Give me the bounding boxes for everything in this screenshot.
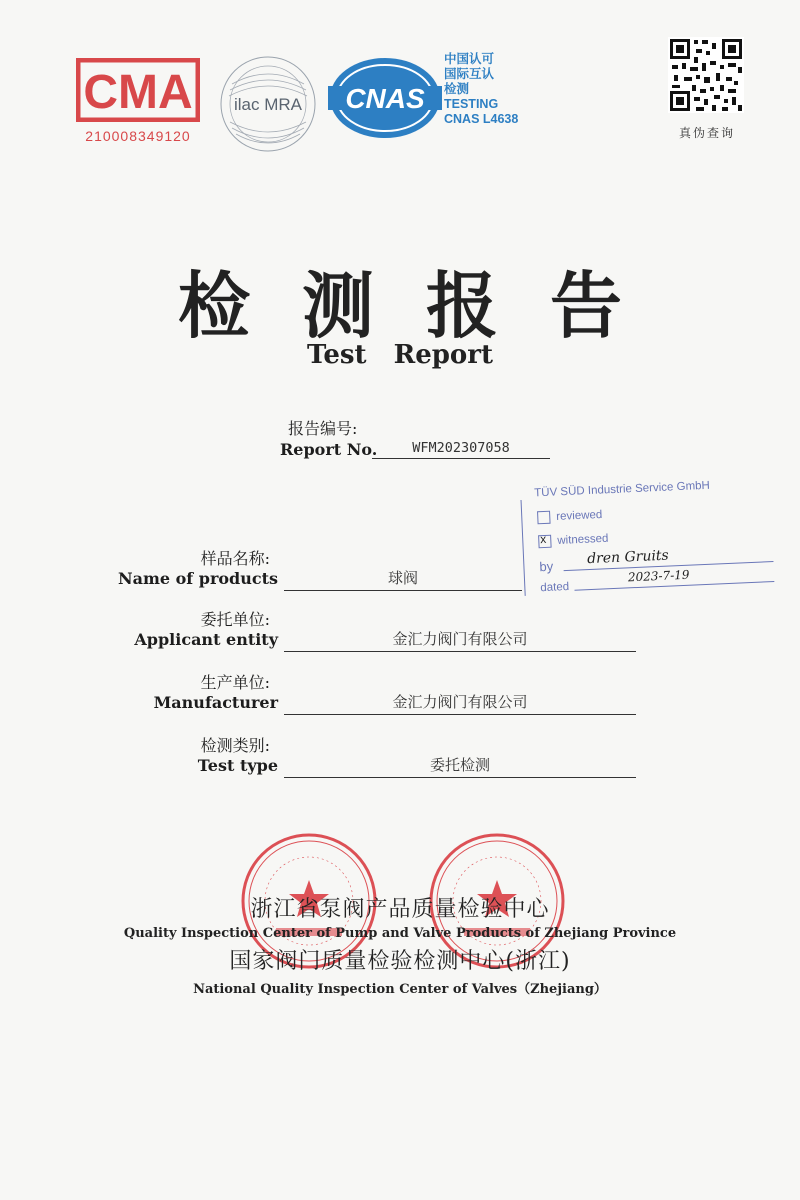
manufacturer-label-cn: 生产单位: bbox=[200, 673, 270, 692]
cnas-line: TESTING bbox=[444, 97, 499, 111]
tuv-witness-stamp bbox=[520, 476, 795, 603]
svg-text:ilac MRA: ilac MRA bbox=[233, 95, 303, 114]
reviewed-checkbox bbox=[537, 511, 551, 525]
qr-code-icon[interactable] bbox=[668, 37, 744, 113]
applicant-label-cn: 委托单位: bbox=[200, 610, 270, 629]
product-name-label-cn: 样品名称: bbox=[200, 549, 270, 568]
cnas-logo bbox=[328, 56, 442, 140]
tuv-dated-label: dated bbox=[540, 580, 570, 595]
issuer-org1-en: Quality Inspection Center of Pump and Valve Products of Zhejiang Province bbox=[123, 926, 677, 941]
report-title-en: Test Report bbox=[307, 340, 493, 370]
ilac-mra-logo bbox=[218, 54, 318, 154]
test-type-label-en: Test type bbox=[197, 756, 278, 775]
manufacturer-value: 金汇力阀门有限公司 bbox=[284, 691, 636, 715]
svg-text:CMA: CMA bbox=[83, 66, 193, 119]
cnas-line: 国际互认 bbox=[444, 67, 495, 81]
qr-verify-label: 真伪查询 bbox=[678, 126, 735, 140]
product-name-value: 球阀 bbox=[284, 567, 522, 591]
test-type-value: 委托检测 bbox=[284, 754, 636, 778]
cnas-text-block bbox=[444, 52, 518, 127]
manufacturer-label-en: Manufacturer bbox=[153, 693, 278, 712]
cma-logo bbox=[76, 58, 200, 122]
report-no-label-en: Report No. bbox=[280, 440, 378, 459]
test-type-label-cn: 检测类别: bbox=[200, 736, 270, 755]
report-title-cn: 检测报告 bbox=[177, 263, 674, 348]
svg-text:CNAS: CNAS bbox=[345, 83, 425, 114]
tuv-reviewed-row bbox=[537, 508, 603, 524]
cma-number: 210008349120 bbox=[85, 128, 191, 144]
report-no-value: WFM202307058 bbox=[372, 440, 550, 459]
cnas-line: 检测 bbox=[444, 82, 470, 96]
issuer-org1-cn: 浙江省泵阀产品质量检验中心 bbox=[250, 897, 550, 922]
issuer-org2-en: National Quality Inspection Center of Valves（Zhejiang） bbox=[193, 982, 607, 997]
tuv-reviewed-label: reviewed bbox=[556, 508, 603, 523]
applicant-value: 金汇力阀门有限公司 bbox=[284, 628, 636, 652]
tuv-witnessed-row bbox=[538, 532, 609, 548]
tuv-witnessed-label: witnessed bbox=[557, 532, 609, 547]
witnessed-checkbox bbox=[538, 535, 552, 549]
applicant-label-en: Applicant entity bbox=[134, 630, 278, 649]
tuv-org-name: TÜV SÜD Industrie Service GmbH bbox=[533, 479, 711, 500]
tuv-signature: dren Gruits bbox=[586, 547, 670, 568]
cnas-line: 中国认可 bbox=[444, 52, 495, 66]
tuv-by-label: by bbox=[539, 558, 554, 575]
product-name-label-en: Name of products bbox=[117, 569, 278, 588]
issuer-org2-cn: 国家阀门质量检验检测中心(浙江) bbox=[229, 949, 571, 974]
cnas-line: CNAS L4638 bbox=[444, 112, 519, 126]
tuv-date-value: 2023-7-19 bbox=[627, 567, 690, 585]
report-no-label-cn: 报告编号: bbox=[288, 419, 358, 438]
